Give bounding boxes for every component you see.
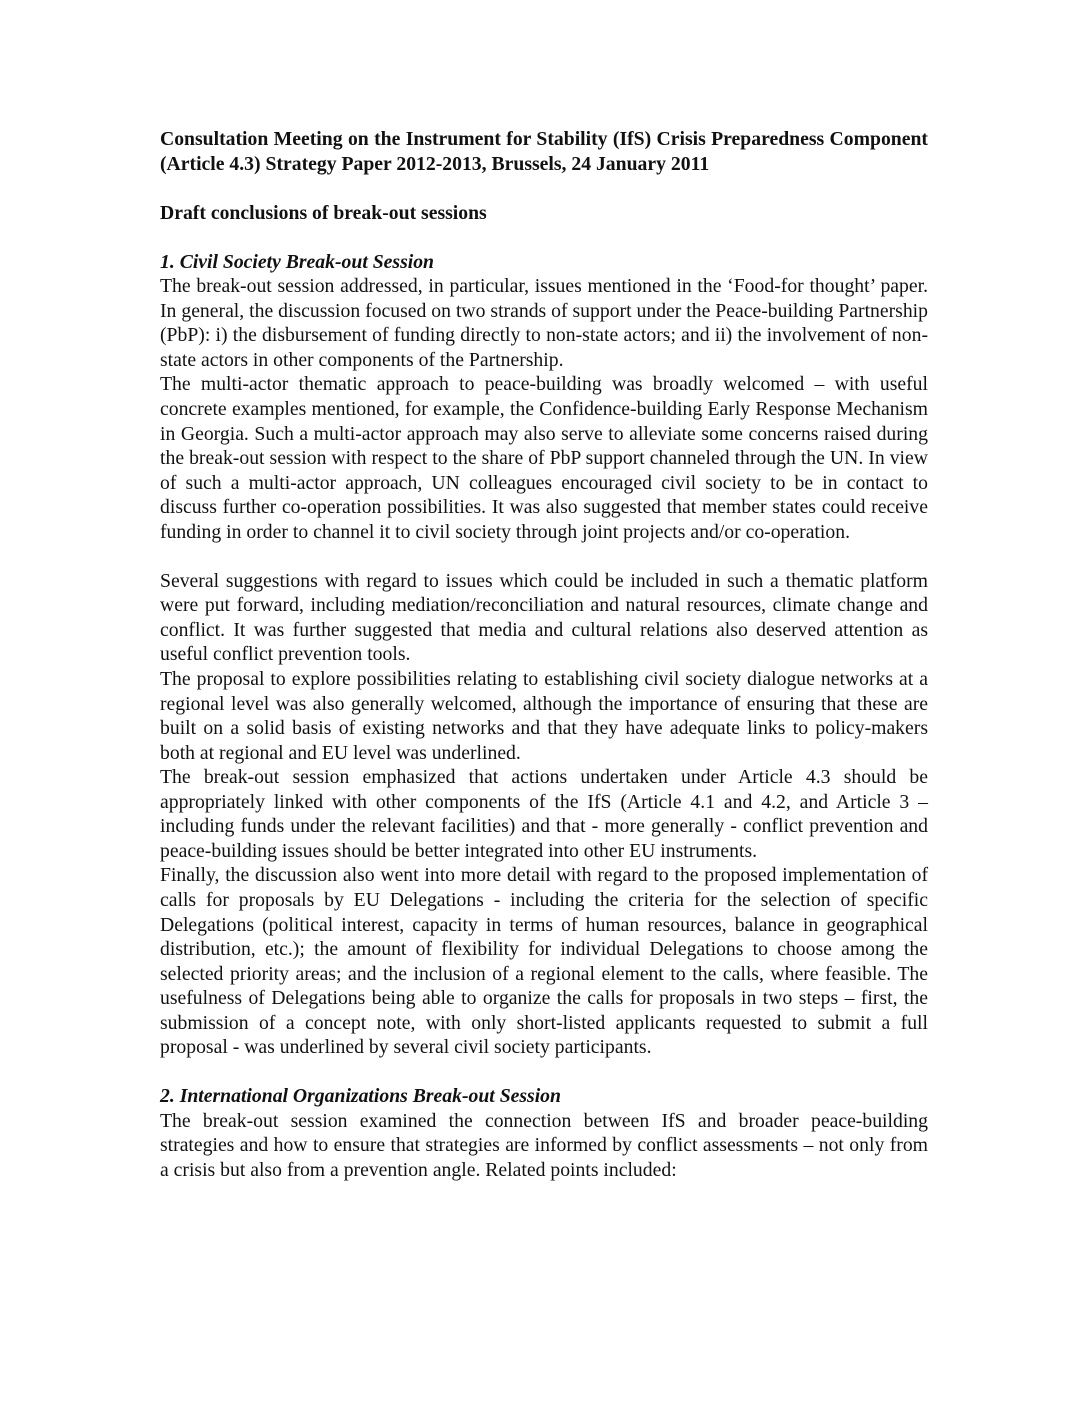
document-page (160, 127, 928, 1183)
document-subtitle: Draft conclusions of break-out sessions (160, 201, 487, 224)
paragraph: The break-out session examined the connection between IfS and broader peace-building strategies and how to ensure that strategies are informed by conflict assessments – not only from a crisis but also from a prevention angle. Related points included: (160, 1109, 928, 1181)
paragraph: The proposal to explore possibilities relating to establishing civil society dialogue networks at a regional level was also generally welcomed, although the importance of ensuring that these are built on a solid basis of existing networks and that they have adequate links to policy-makers both at regional and EU level was underlined. (160, 668, 928, 764)
paragraph: The multi-actor thematic approach to peace-building was broadly welcomed – with useful concrete examples mentioned, for example, the Confidence-building Early Response Mechanism in Georgia. Such a multi-actor approach may also serve to alleviate some concerns raised during the break-out session with respect to the share of PbP support channeled through the UN. In view of such a multi-actor approach, UN colleagues encouraged civil society to be in contact to discuss further co-operation possibilities. It was also suggested that member states could receive funding in order to channel it to civil society through joint projects and/or co-operation. (160, 373, 928, 543)
section-heading-civil-society: 1. Civil Society Break-out Session (160, 250, 434, 273)
paragraph: The break-out session emphasized that actions undertaken under Article 4.3 should be appropriately linked with other components of the IfS (Article 4.1 and 4.2, and Article 3 – including funds under the relevant facilities) and that - more generally - conflict prevention and peace-building issues should be better integrated into other EU instruments. (160, 766, 928, 862)
document-title: Consultation Meeting on the Instrument for Stability (IfS) Crisis Preparedness Component (Article 4.3) Strategy Paper 2012-2013, Brussels, 24 January 2011 (160, 128, 928, 175)
paragraph: The break-out session addressed, in particular, issues mentioned in the ‘Food-for thought’ paper. In general, the discussion focused on two strands of support under the Peace-building Partnership (PbP): i) the disbursement of funding directly to non-state actors; and ii) the involvement of non-state actors in other components of the Partnership. (160, 275, 928, 371)
paragraph: Finally, the discussion also went into more detail with regard to the proposed implementation of calls for proposals by EU Delegations - including the criteria for the selection of specific Delegations (political interest, capacity in terms of human resources, balance in geographical distribution, etc.); the amount of flexibility for individual Delegations to choose among the selected priority areas; and the inclusion of a regional element to the calls, where feasible. The usefulness of Delegations being able to organize the calls for proposals in two steps – first, the submission of a concept note, with only short-listed applicants requested to submit a full proposal - was underlined by several civil society participants. (160, 864, 928, 1059)
section-heading-international-organizations: 2. International Organizations Break-out Session (160, 1085, 561, 1108)
paragraph: Several suggestions with regard to issues which could be included in such a thematic platform were put forward, including mediation/reconciliation and natural resources, climate change and conflict. It was further suggested that media and cultural relations also deserved attention as useful conflict prevention tools. (160, 569, 928, 666)
